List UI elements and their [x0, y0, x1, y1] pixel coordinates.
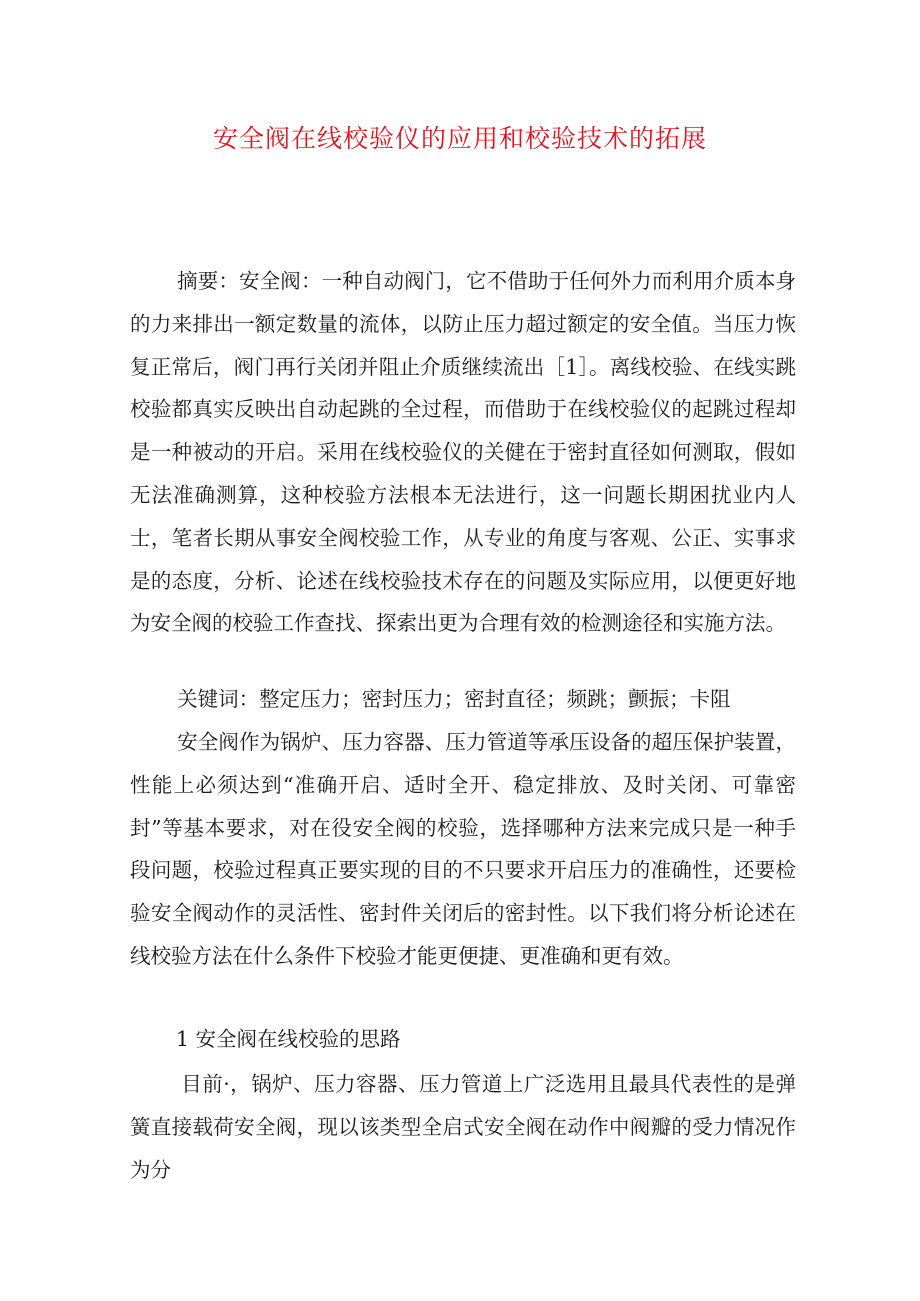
- intro-paragraph: 安全阀作为锅炉、压力容器、压力管道等承压设备的超压保护装置，性能上必须达到“准确开启、适时全开、稳定排放、及时关闭、可靠密封”等基本要求，对在役安全阀的校验，选择哪种方法来完成只是一种手段问题，校验过程真正要实现的目的不只要求开启压力的准确性，还要检验安全阀动作的灵活性、密封件关闭后的密封性。以下我们将分析论述在线校验方法在什么条件下校验才能更便捷、更准确和更有效。: [130, 730, 796, 968]
- keywords-line: 关键词：整定压力；密封压力；密封直径；频跳；颤振；卡阻: [177, 687, 731, 711]
- section-1-paragraph: 目前·，锅炉、压力容器、压力管道上广泛选用且最具代表性的是弹簧直接载荷安全阀，现以该类型全启式安全阀在动作中阀瓣的受力情况作为分: [130, 1072, 796, 1182]
- abstract-paragraph: 摘要：安全阀：一种自动阀门，它不借助于任何外力而利用介质本身的力来排出一额定数量的流体，以防止压力超过额定的安全值。当压力恢复正常后，阀门再行关闭并阻止介质继续流出［1］。离线校验、在线实跳校验都真实反映出自动起跳的全过程，而借助于在线校验仪的起跳过程却是一种被动的开启。采用在线校验仪的关健在于密封直径如何测取，假如无法准确测算，这种校验方法根本无法进行，这一问题长期困扰业内人士，笔者长期从事安全阀校验工作，从专业的角度与客观、公正、实事求是的态度，分析、论述在线校验技术存在的问题及实际应用，以便更好地为安全阀的校验工作查找、探索出更为合理有效的检测途径和实施方法。: [130, 269, 796, 636]
- document-title: 安全阀在线校验仪的应用和校验技术的拓展: [212, 124, 707, 153]
- section-1-heading: 1 安全阀在线校验的思路: [176, 1027, 401, 1051]
